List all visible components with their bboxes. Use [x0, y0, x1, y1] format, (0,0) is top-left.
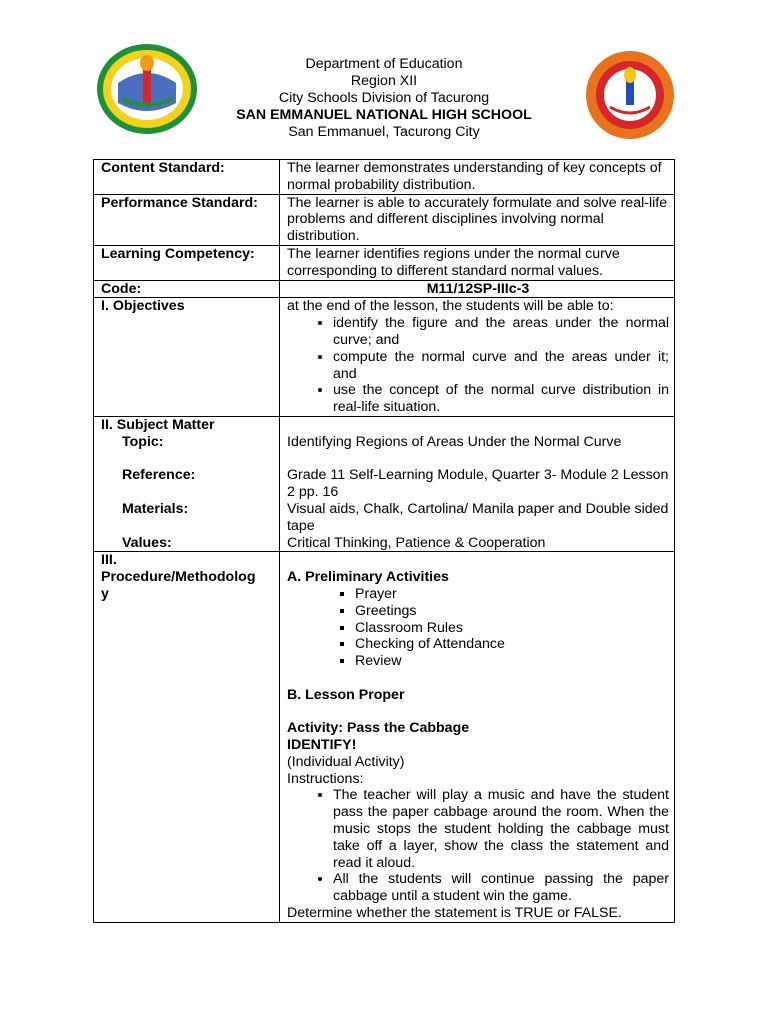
preliminary-item: ▪ Review [355, 653, 669, 670]
content-standard-value: The learner demonstrates understanding of key concepts of normal probability distribution. [280, 160, 675, 195]
content-standard-row [94, 160, 675, 195]
lesson-proper-heading: B. Lesson Proper [287, 686, 405, 703]
reference-label: Reference: [122, 467, 196, 484]
content-standard-label: Content Standard: [94, 160, 280, 195]
code-value: M11/12SP-IIIc-3 [280, 280, 675, 298]
school-address: San Emmanuel, Tacurong City [288, 124, 480, 140]
closing-instruction: Determine whether the statement is TRUE or FALSE. [287, 905, 622, 922]
objectives-intro: at the end of the lesson, the students will be able to: [287, 298, 614, 315]
procedure-label [94, 552, 280, 923]
procedure-label-line: Procedure/Methodolog [101, 569, 256, 586]
performance-standard-row [94, 194, 675, 245]
subject-matter-labels [94, 416, 280, 551]
instructions-list [287, 787, 669, 905]
lesson-plan-table [93, 159, 675, 923]
reference-value: Grade 11 Self-Learning Module, Quarter 3- Module 2 Lesson 2 pp. 16 [287, 467, 669, 501]
code-row [94, 280, 675, 298]
preliminary-item: ▪ Classroom Rules [355, 620, 669, 637]
subject-matter-content [280, 416, 675, 551]
materials-label: Materials: [122, 500, 189, 517]
subject-matter-label: II. Subject Matter [101, 416, 215, 433]
procedure-label-line: III. [101, 552, 117, 569]
preliminary-list [287, 586, 669, 670]
division-name: City Schools Division of Tacurong [278, 90, 490, 106]
preliminary-item: ▪ Checking of Attendance [355, 636, 669, 653]
activity-type: (Individual Activity) [287, 753, 405, 770]
subject-matter-row [94, 416, 675, 551]
procedure-content [280, 552, 675, 923]
instructions-label: Instructions: [287, 770, 364, 787]
values-value: Critical Thinking, Patience & Cooperation [287, 534, 546, 551]
topic-label: Topic: [122, 433, 164, 450]
objective-item: • compute the normal curve and the areas under it; and [333, 349, 669, 383]
objectives-label: I. Objectives [94, 298, 280, 417]
objectives-content [280, 298, 675, 417]
objective-item: • use the concept of the normal curve distribution in real-life situation. [333, 382, 669, 416]
activity-subheading: IDENTIFY! [287, 737, 357, 754]
procedure-row [94, 552, 675, 923]
activity-heading: Activity: Pass the Cabbage [287, 720, 470, 737]
department-name: Department of Education [305, 56, 463, 72]
performance-standard-label: Performance Standard: [94, 194, 280, 245]
performance-standard-value: The learner is able to accurately formulate and solve real-life problems and different disciplines involving normal distribution. [280, 194, 675, 245]
region-name: Region XII [350, 73, 418, 89]
materials-value: Visual aids, Chalk, Cartolina/ Manila paper and Double sided tape [287, 500, 669, 534]
values-label: Values: [122, 534, 172, 551]
instruction-item: • All the students will continue passing the paper cabbage until a student win the game. [333, 871, 669, 905]
procedure-label-line: y [101, 585, 109, 602]
instruction-item: • The teacher will play a music and have the student pass the paper cabbage around the room. When the music stops the student holding the cabbage must take off a layer, show the class the statement and read it aloud. [333, 787, 669, 871]
topic-value: Identifying Regions of Areas Under the Normal Curve [287, 433, 622, 450]
learning-competency-label: Learning Competency: [94, 245, 280, 280]
learning-competency-value: The learner identifies regions under the normal curve corresponding to different standard normal values. [280, 245, 675, 280]
preliminary-item: ▪ Greetings [355, 603, 669, 620]
school-name: SAN EMMANUEL NATIONAL HIGH SCHOOL [236, 107, 532, 123]
objectives-row [94, 298, 675, 417]
document-header [0, 56, 768, 141]
objectives-list [287, 315, 669, 416]
preliminary-item: ▪ Prayer [355, 586, 669, 603]
preliminary-heading: A. Preliminary Activities [287, 569, 449, 586]
code-label: Code: [94, 280, 280, 298]
learning-competency-row [94, 245, 675, 280]
objective-item: • identify the figure and the areas under the normal curve; and [333, 315, 669, 349]
